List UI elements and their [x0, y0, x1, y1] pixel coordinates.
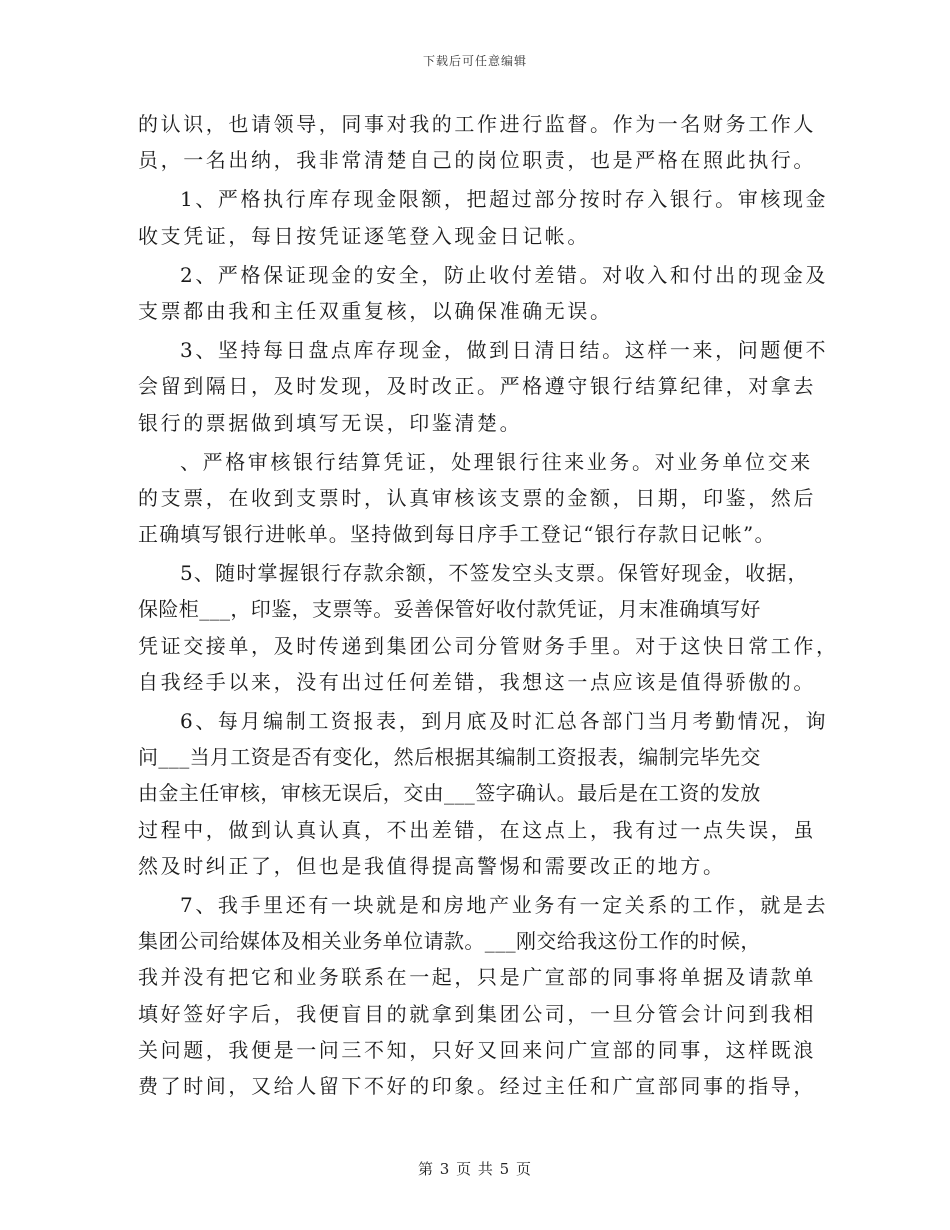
body-line: 的支票，在收到支票时，认真审核该支票的金额，日期，印鉴，然后 — [138, 485, 816, 510]
body-line: 支票都由我和主任双重复核，以确保准确无误。 — [138, 298, 613, 323]
body-line: 关问题，我便是一问三不知，只好又回来问广宣部的同事，这样既浪 — [138, 1037, 816, 1062]
paragraph-item-3-line: 3、坚持每日盘点库存现金，做到日清日结。这样一来，问题便不 — [180, 338, 829, 363]
paragraph-item-2-line: 2、严格保证现金的安全，防止收付差错。对收入和付出的现金及 — [180, 262, 829, 287]
body-line: 过程中，做到认真认真，不出差错，在这点上，我有过一点失误，虽 — [138, 817, 816, 842]
paragraph-item-6-line: 6、每月编制工资报表，到月底及时汇总各部门当月考勤情况，询 — [180, 709, 829, 733]
body-line: 问___当月工资是否有变化，然后根据其编制工资报表，编制完毕先交 — [138, 745, 761, 770]
paragraph-item-1-line: 1、严格执行库存现金限额，把超过部分按时存入银行。审核现金 — [180, 187, 829, 212]
paragraph-item-5-line: 5、随时掌握银行存款余额，不签发空头支票。保管好现金，收据， — [180, 561, 809, 586]
body-line: 保险柜___，印鉴，支票等。妥善保管好收付款凭证，月末准确填写好 — [138, 597, 761, 622]
document-body — [138, 106, 839, 1104]
body-line: 由金主任审核，审核无误后，交由___签字确认。最后是在工资的发放 — [138, 781, 761, 806]
body-line: 费了时间，又给人留下不好的印象。经过主任和广宣部同事的指导， — [138, 1073, 816, 1098]
page-number: 第 3 页 共 5 页 — [418, 1160, 532, 1178]
body-line: 我并没有把它和业务联系在一起，只是广宣部的同事将单据及请款单 — [138, 965, 816, 990]
body-line: 然及时纠正了，但也是我值得提高警惕和需要改正的地方。 — [138, 853, 726, 878]
body-line: 员，一名出纳，我非常清楚自己的岗位职责，也是严格在照此执行。 — [138, 148, 816, 173]
body-line: 凭证交接单，及时传递到集团公司分管财务手里。对于这快日常工作， — [138, 633, 839, 658]
paragraph-item-4-line: 、严格审核银行结算凭证，处理银行往来业务。对业务单位交来 — [180, 449, 813, 474]
body-line: 的认识，也请领导，同事对我的工作进行监督。作为一名财务工作人 — [138, 112, 816, 136]
body-line: 收支凭证，每日按凭证逐笔登入现金日记帐。 — [138, 223, 590, 248]
body-line: 正确填写银行进帐单。坚持做到每日序手工登记“银行存款日记帐”。 — [138, 522, 776, 547]
body-line: 会留到隔日，及时发现，及时改正。严格遵守银行结算纪律，对拿去 — [138, 374, 816, 399]
body-line: 填好签好字后，我便盲目的就拿到集团公司，一旦分管会计问到我相 — [138, 1001, 816, 1026]
body-line: 集团公司给媒体及相关业务单位请款。___刚交给我这份工作的时候， — [138, 929, 761, 954]
paragraph-item-7-line: 7、我手里还有一块就是和房地产业务有一定关系的工作，就是去 — [180, 892, 829, 917]
body-line: 银行的票据做到填写无误，印鉴清楚。 — [138, 410, 523, 435]
page-header: 下载后可任意编辑 — [422, 54, 527, 68]
body-line: 自我经手以来，没有出过任何差错，我想这一点应该是值得骄傲的。 — [138, 669, 816, 694]
